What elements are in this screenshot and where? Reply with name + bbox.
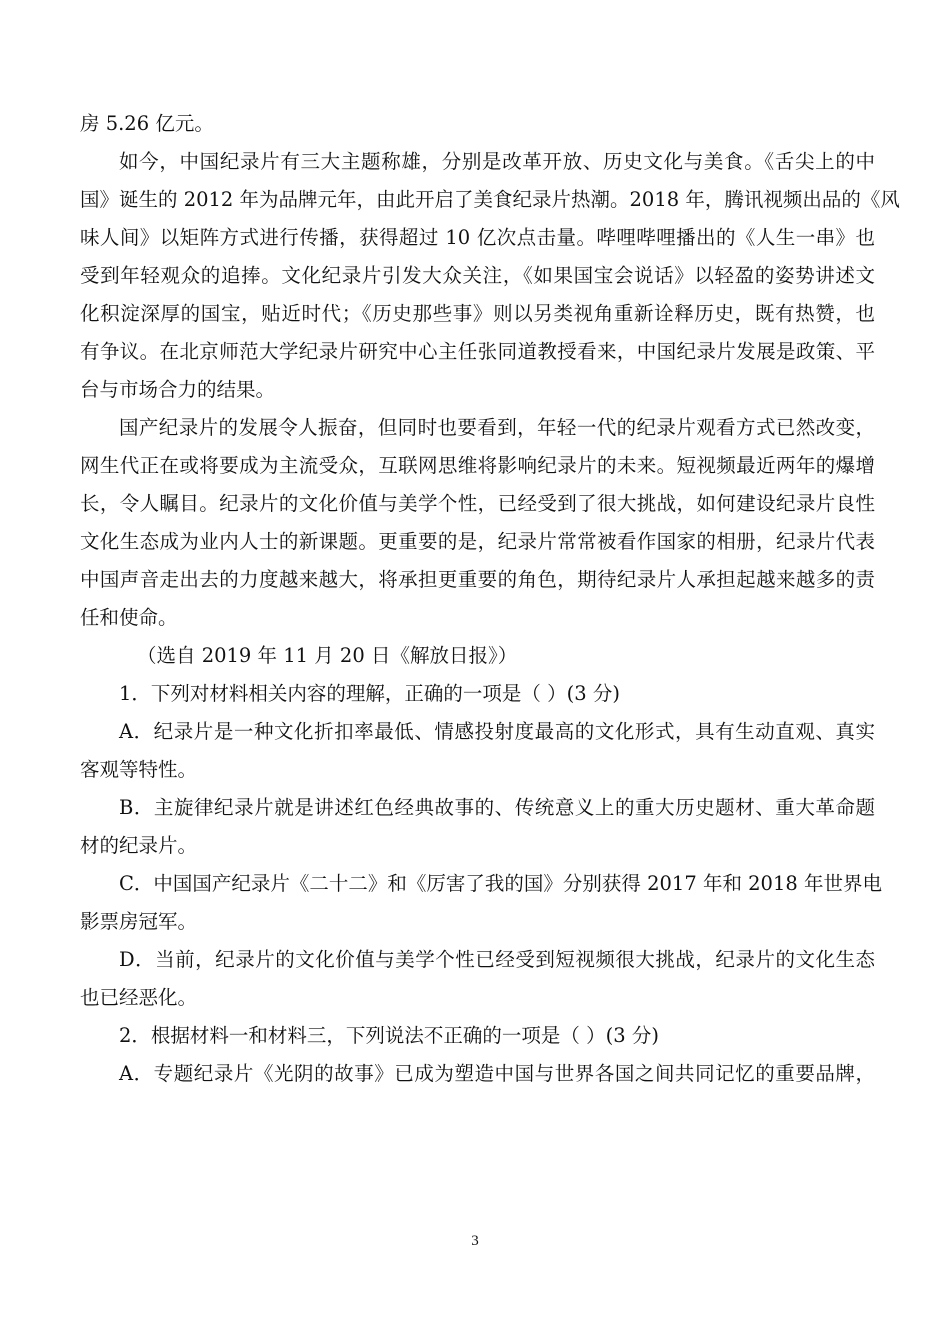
option-d: D．当前，纪录片的文化价值与美学个性已经受到短视频很大挑战，纪录片的文化生态	[119, 948, 875, 971]
paragraph-line: 国》诞生的 2012 年为品牌元年，由此开启了美食纪录片热潮。2018 年，腾讯视频出品的《风	[80, 188, 900, 211]
paragraph-line: 任和使命。	[80, 606, 178, 629]
question-stem: 1．下列对材料相关内容的理解，正确的一项是（ ）(3 分)	[119, 682, 620, 705]
option-a: A．专题纪录片《光阴的故事》已成为塑造中国与世界各国之间共同记忆的重要品牌，	[119, 1062, 875, 1085]
option-c-continued: 影票房冠军。	[80, 910, 198, 933]
paragraph-line: 国产纪录片的发展令人振奋，但同时也要看到，年轻一代的纪录片观看方式已然改变，	[119, 416, 875, 439]
option-a: A．纪录片是一种文化折扣率最低、情感投射度最高的文化形式，具有生动直观、真实	[119, 720, 875, 743]
question-1	[80, 675, 882, 1017]
paragraph-documentary-themes	[80, 143, 900, 409]
option-b: B．主旋律纪录片就是讲述红色经典故事的、传统意义上的重大历史题材、重大革命题	[119, 796, 875, 819]
paragraph-line: 如今，中国纪录片有三大主题称雄，分别是改革开放、历史文化与美食。《舌尖上的中	[119, 150, 875, 173]
paragraph-line: 味人间》以矩阵方式进行传播，获得超过 10 亿次点击量。哔哩哔哩播出的《人生一串》也	[80, 226, 875, 249]
question-stem: 2．根据材料一和材料三，下列说法不正确的一项是（ ）(3 分)	[119, 1024, 659, 1047]
paragraph-line: 文化生态成为业内人士的新课题。更重要的是，纪录片常常被看作国家的相册，纪录片代表	[80, 530, 875, 553]
article-source: （选自 2019 年 11 月 20 日《解放日报》）	[137, 644, 518, 667]
paragraph-line: 中国声音走出去的力度越来越大，将承担更重要的角色，期待纪录片人承担起越来越多的责	[80, 568, 875, 591]
document-page	[80, 105, 900, 1093]
paragraph-line: 网生代正在或将要成为主流受众，互联网思维将影响纪录片的未来。短视频最近两年的爆增	[80, 454, 875, 477]
option-c: C．中国国产纪录片《二十二》和《厉害了我的国》分别获得 2017 年和 2018 年世界电	[119, 872, 882, 895]
paragraph-line: 有争议。在北京师范大学纪录片研究中心主任张同道教授看来，中国纪录片发展是政策、平	[80, 340, 875, 363]
paragraph-documentary-future	[80, 409, 875, 637]
paragraph-line: 台与市场合力的结果。	[80, 378, 276, 401]
option-d-continued: 也已经恶化。	[80, 986, 198, 1009]
paragraph-line: 化积淀深厚的国宝，贴近时代；《历史那些事》则以另类视角重新诠释历史，既有热赞，也	[80, 302, 875, 325]
option-b-continued: 材的纪录片。	[80, 834, 198, 857]
question-2	[80, 1017, 875, 1093]
paragraph-line: 受到年轻观众的追捧。文化纪录片引发大众关注，《如果国宝会说话》以轻盈的姿势讲述文	[80, 264, 875, 287]
option-a-continued: 客观等特性。	[80, 758, 198, 781]
paragraph-line: 长，令人瞩目。纪录片的文化价值与美学个性，已经受到了很大挑战，如何建设纪录片良性	[80, 492, 875, 515]
paragraph-line: 房 5.26 亿元。	[80, 112, 214, 135]
page-number: 3	[471, 1233, 479, 1249]
